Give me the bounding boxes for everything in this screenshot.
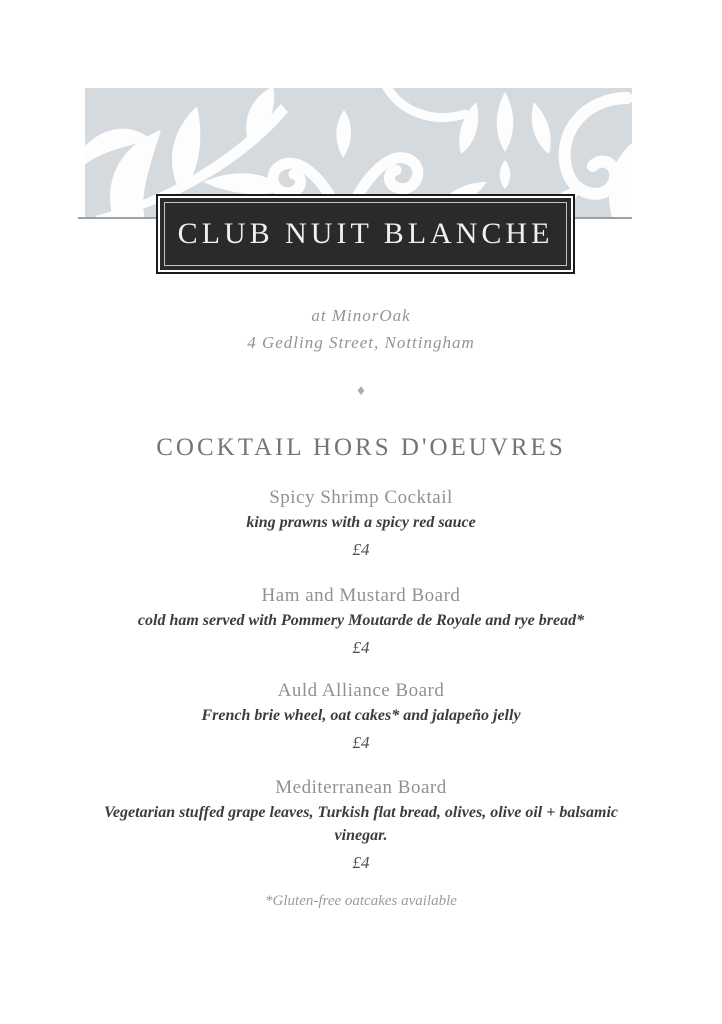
page-title: CLUB NUIT BLANCHE	[177, 217, 554, 250]
menu-item	[0, 679, 722, 755]
menu-item	[0, 584, 722, 660]
title-plaque-inner	[160, 198, 571, 270]
item-description: king prawns with a spicy red sauce	[246, 514, 476, 531]
item-price: £4	[352, 733, 370, 752]
venue-name: at MinorOak	[311, 306, 411, 325]
diamond-ornament-icon: ♦	[355, 384, 367, 398]
item-description: Vegetarian stuffed grape leaves, Turkish flat bread, olives, olive oil + balsamic vinegar.	[104, 804, 618, 844]
section-heading: COCKTAIL HORS D'OEUVRES	[156, 434, 566, 461]
title-plaque	[156, 194, 575, 274]
item-description: French brie wheel, oat cakes* and jalapeño jelly	[201, 707, 521, 724]
item-price: £4	[352, 853, 370, 872]
item-name: Auld Alliance Board	[277, 680, 445, 701]
item-name: Mediterranean Board	[275, 777, 447, 798]
menu-item	[0, 486, 722, 562]
gluten-free-footnote: *Gluten-free oatcakes available	[265, 893, 457, 909]
item-price: £4	[352, 638, 370, 657]
item-name: Ham and Mustard Board	[261, 585, 461, 606]
item-name: Spicy Shrimp Cocktail	[269, 487, 453, 508]
item-price: £4	[352, 540, 370, 559]
venue-address: 4 Gedling Street, Nottingham	[247, 333, 475, 352]
item-description: cold ham served with Pommery Moutarde de Royale and rye bread*	[137, 612, 585, 629]
menu-item	[0, 776, 722, 875]
